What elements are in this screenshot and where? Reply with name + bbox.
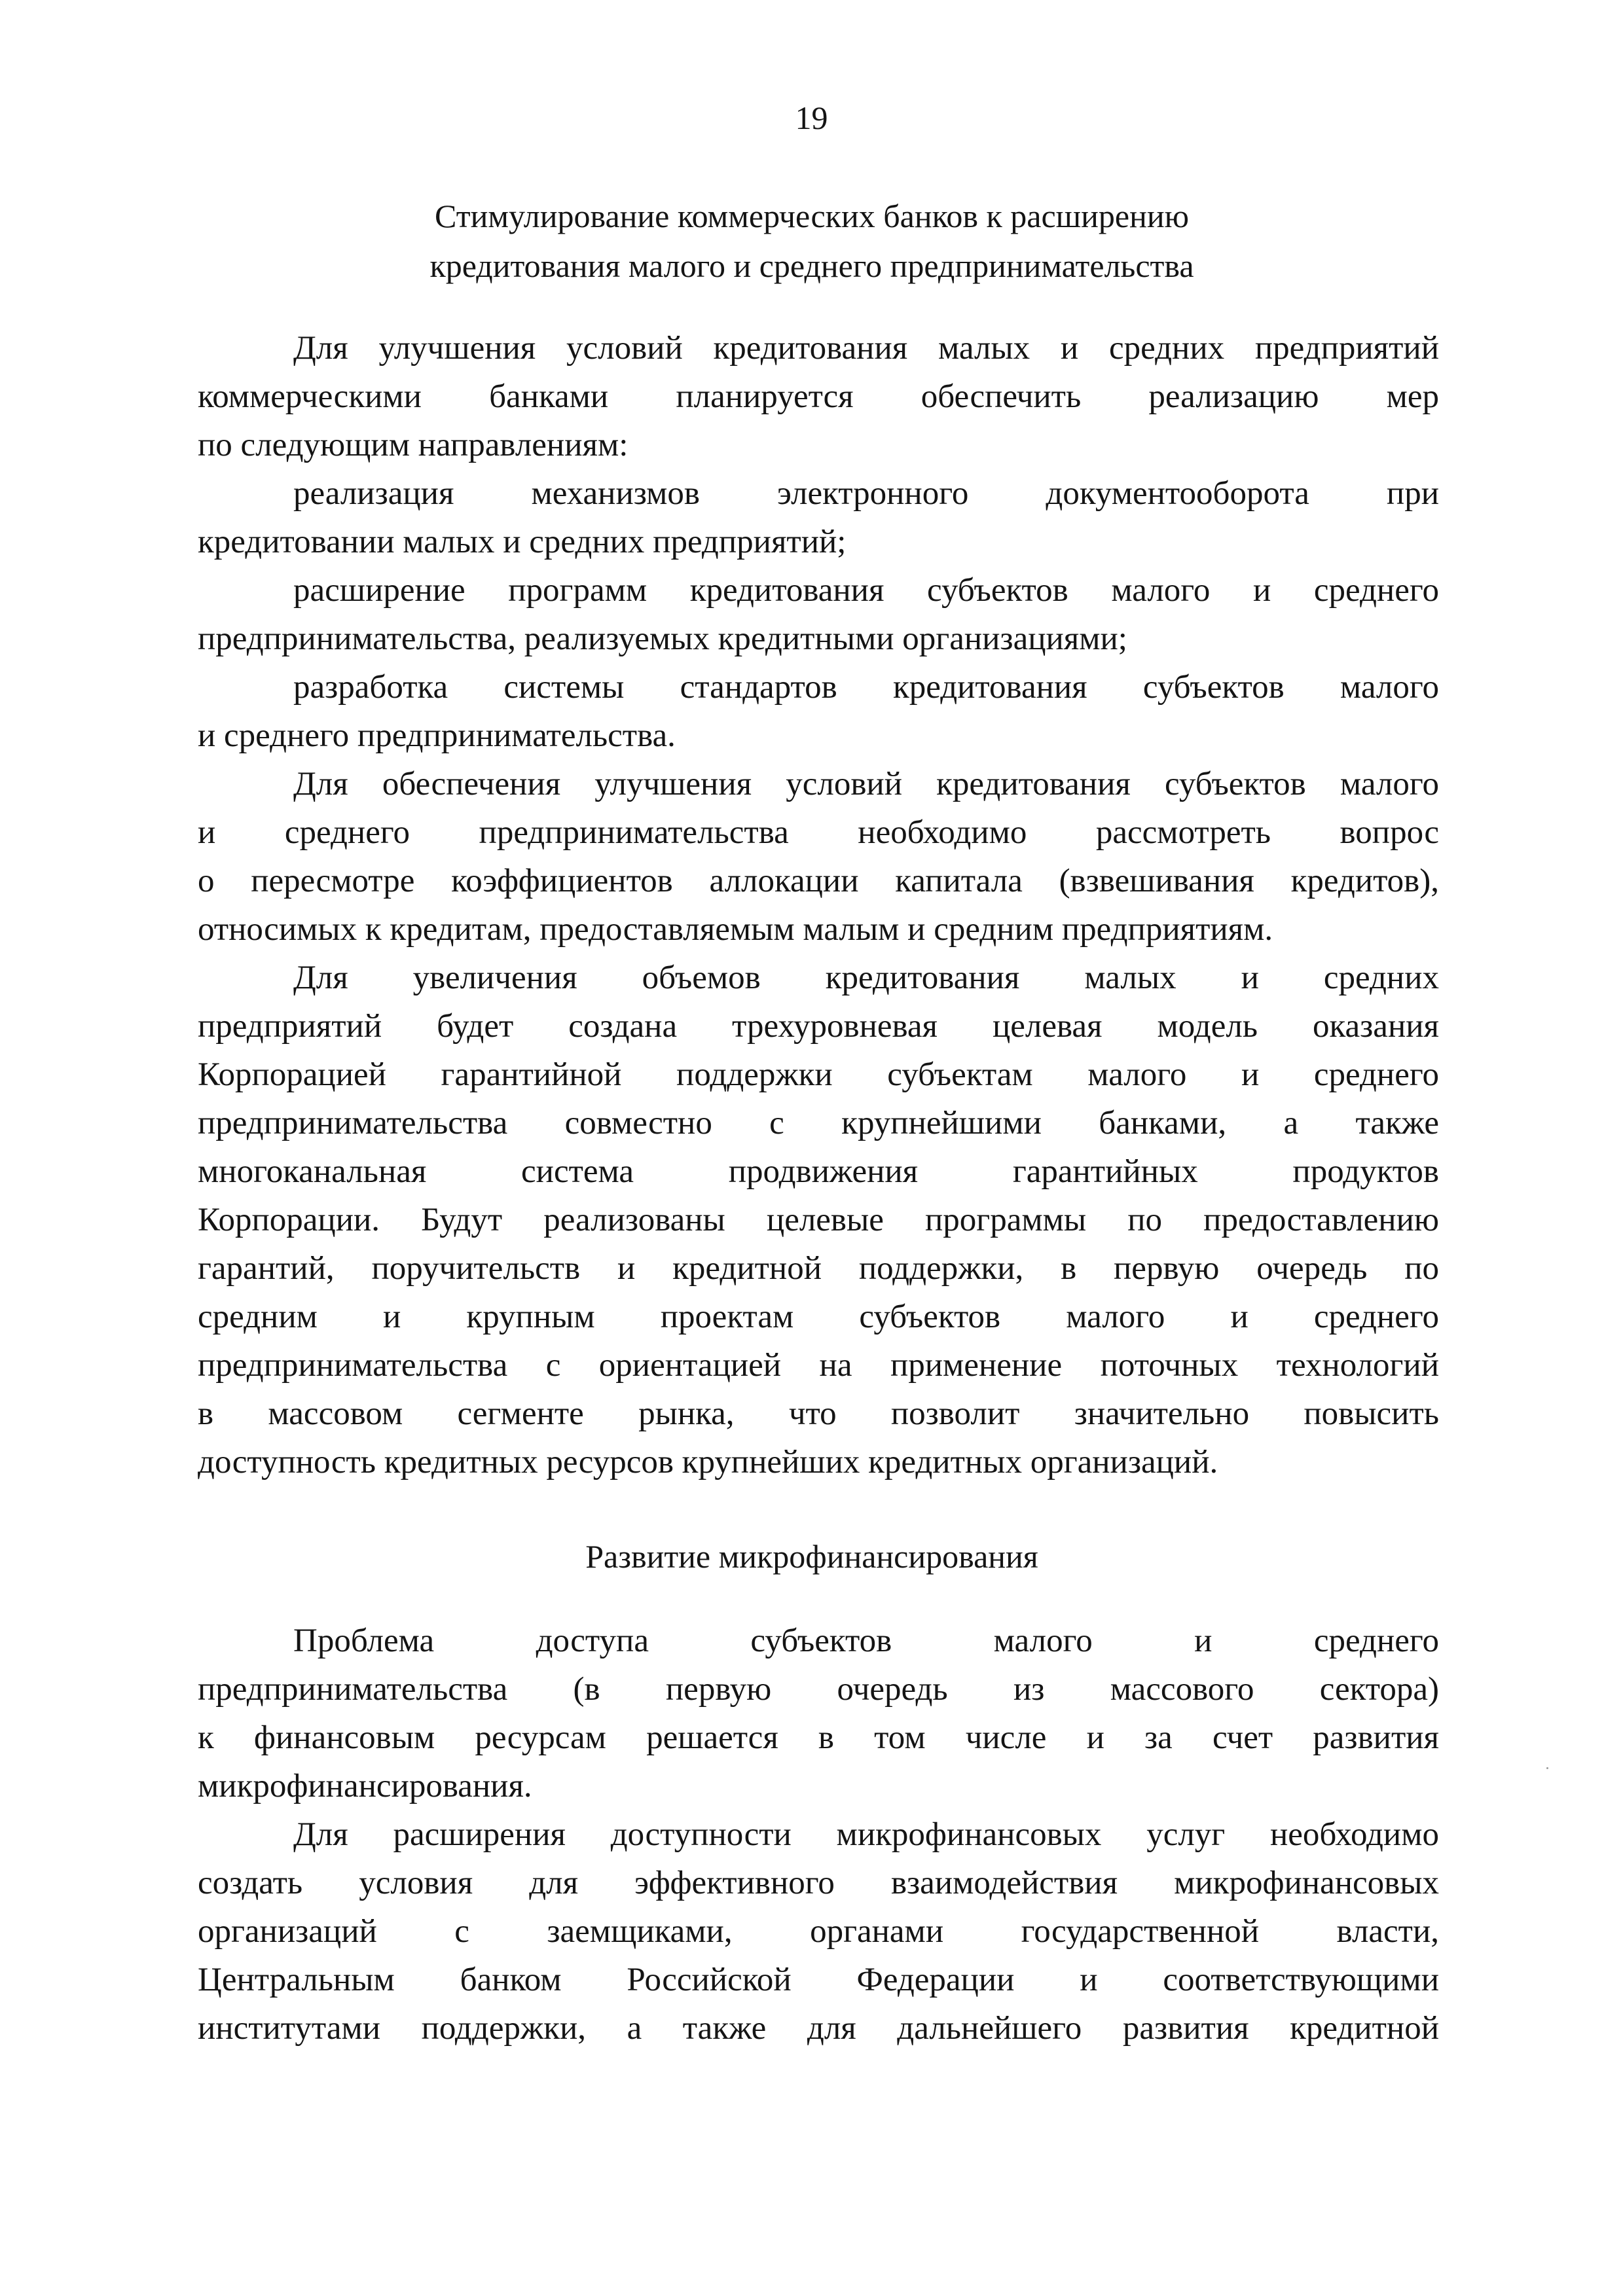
section-heading-bank-lending — [196, 191, 1427, 291]
paragraph-line: создать условия для эффективного взаимодействия микрофинансовых — [198, 1865, 1439, 1901]
paragraph-line: Для расширения доступности микрофинансовых услуг необходимо — [293, 1816, 1439, 1853]
list-item-line: и среднего предпринимательства. — [198, 717, 676, 754]
paragraph-line: доступность кредитных ресурсов крупнейших кредитных организаций. — [198, 1444, 1218, 1480]
paragraph-line: в массовом сегменте рынка, что позволит значительно повысить — [198, 1395, 1439, 1432]
paragraph-line: Для улучшения условий кредитования малых и средних предприятий — [293, 330, 1439, 367]
paragraph-line: к финансовым ресурсам решается в том числе и за счет развития — [198, 1719, 1439, 1756]
paragraph-line: организаций с заемщиками, органами государственной власти, — [198, 1913, 1439, 1950]
paragraph-line: Центральным банком Российской Федерации и соответствующими — [198, 1962, 1439, 1998]
paragraph-line: Для обеспечения улучшения условий кредитования субъектов малого — [293, 766, 1439, 802]
list-item-line: расширение программ кредитования субъектов малого и среднего — [293, 572, 1439, 609]
list-item-line: разработка системы стандартов кредитования субъектов малого — [293, 669, 1439, 706]
scan-speck — [1546, 1767, 1548, 1769]
page-number: 19 — [795, 99, 828, 136]
section-heading-microfinance — [196, 1532, 1427, 1581]
paragraph-line: о пересмотре коэффициентов аллокации капитала (взвешивания кредитов), — [198, 863, 1439, 899]
paragraph-line: Корпорацией гарантийной поддержки субъектам малого и среднего — [198, 1056, 1439, 1093]
paragraph-line: гарантий, поручительств и кредитной поддержки, в первую очередь по — [198, 1250, 1439, 1287]
paragraph-line: микрофинансирования. — [198, 1768, 532, 1804]
heading-line: кредитования малого и среднего предпринимательства — [429, 247, 1194, 284]
list-item-line: реализация механизмов электронного документооборота при — [293, 475, 1439, 512]
paragraph-line: и среднего предпринимательства необходимо рассмотреть вопрос — [198, 814, 1439, 851]
paragraph-line: Для увеличения объемов кредитования малых и средних — [293, 960, 1439, 996]
paragraph-line: предпринимательства (в первую очередь из массового сектора) — [198, 1671, 1439, 1708]
paragraph-line: средним и крупным проектам субъектов малого и среднего — [198, 1299, 1439, 1335]
paragraph-line: предприятий будет создана трехуровневая целевая модель оказания — [198, 1008, 1439, 1045]
paragraph-line: коммерческими банками планируется обеспечить реализацию мер — [198, 378, 1439, 415]
heading-line: Развитие микрофинансирования — [585, 1538, 1038, 1575]
paragraph-line: предпринимательства совместно с крупнейшими банками, а также — [198, 1105, 1439, 1141]
list-item-line: предпринимательства, реализуемых кредитными организациями; — [198, 620, 1127, 657]
paragraph-line: предпринимательства с ориентацией на применение поточных технологий — [198, 1347, 1439, 1384]
paragraph-line: по следующим направлениям: — [198, 427, 629, 463]
paragraph-line: Корпорации. Будут реализованы целевые программы по предоставлению — [198, 1202, 1439, 1238]
paragraph-line: относимых к кредитам, предоставляемым малым и средним предприятиям. — [198, 911, 1273, 948]
list-item-line: кредитовании малых и средних предприятий; — [198, 524, 847, 560]
paragraph-line: Проблема доступа субъектов малого и среднего — [293, 1623, 1439, 1659]
paragraph-line: институтами поддержки, а также для дальнейшего развития кредитной — [198, 2010, 1439, 2047]
heading-line: Стимулирование коммерческих банков к расширению — [435, 198, 1189, 234]
paragraph-line: многоканальная система продвижения гарантийных продуктов — [198, 1153, 1439, 1190]
